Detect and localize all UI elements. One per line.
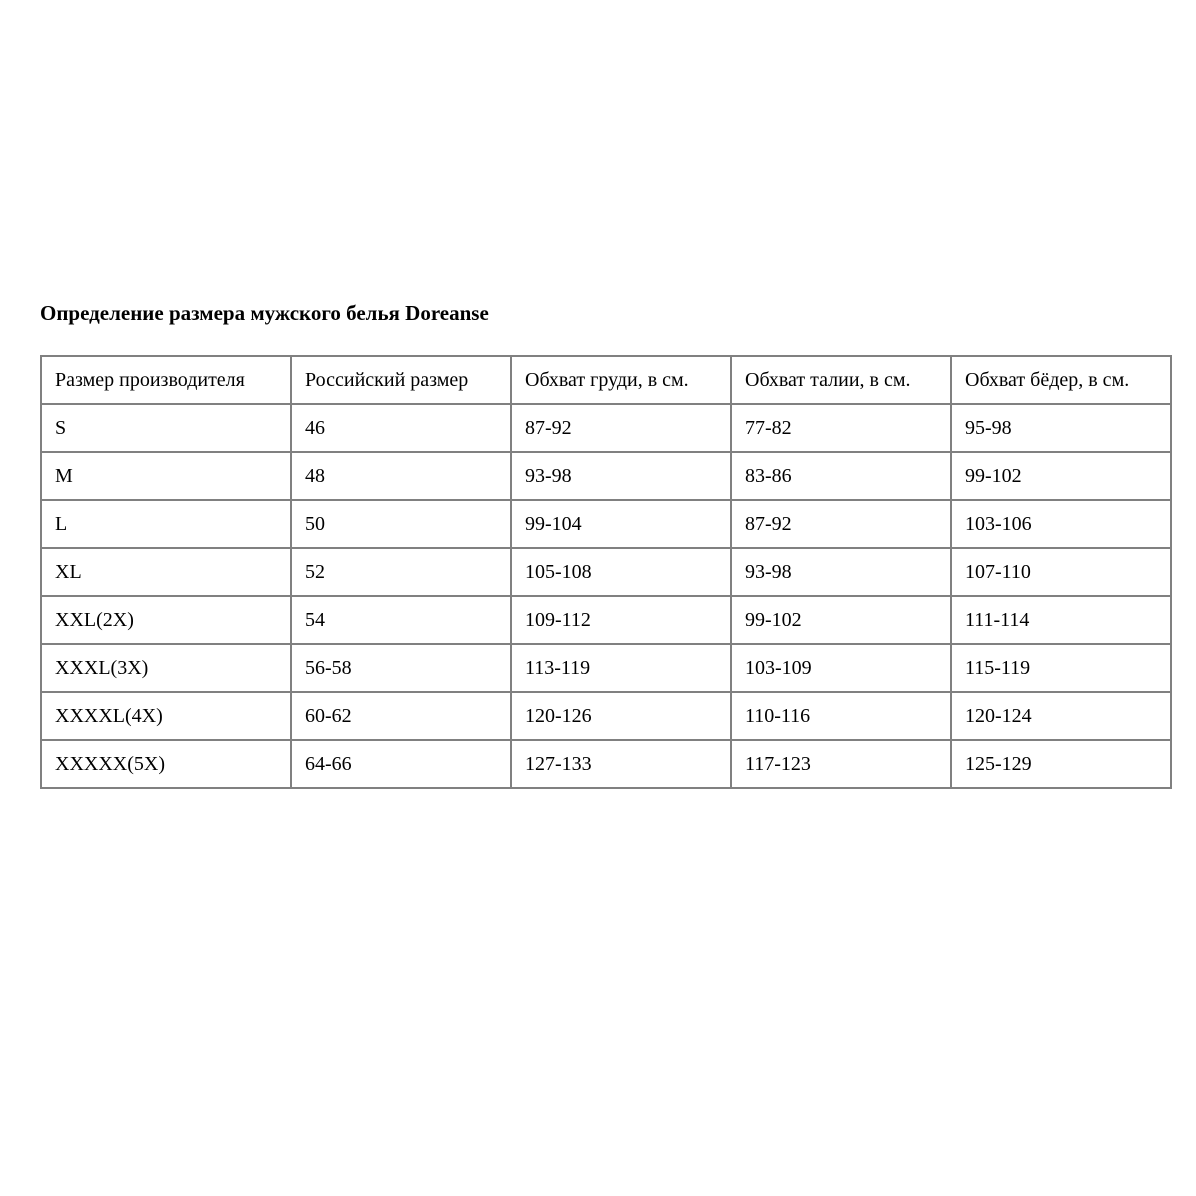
- table-row: [41, 596, 1171, 644]
- table-header-row: [41, 356, 1171, 404]
- table-cell: 113-119: [511, 644, 731, 692]
- table-cell: XXL(2X): [41, 596, 291, 644]
- table-cell: XXXXL(4X): [41, 692, 291, 740]
- header-manufacturer-size: Размер производителя: [41, 356, 291, 404]
- table-cell: XXXXX(5X): [41, 740, 291, 788]
- table-cell: 48: [291, 452, 511, 500]
- table-cell: 105-108: [511, 548, 731, 596]
- table-cell: 87-92: [511, 404, 731, 452]
- table-cell: 110-116: [731, 692, 951, 740]
- table-cell: 54: [291, 596, 511, 644]
- table-cell: 56-58: [291, 644, 511, 692]
- header-chest-girth: Обхват груди, в см.: [511, 356, 731, 404]
- table-row: [41, 740, 1171, 788]
- table-cell: 107-110: [951, 548, 1171, 596]
- table-cell: 87-92: [731, 500, 951, 548]
- table-cell: 117-123: [731, 740, 951, 788]
- table-cell: 52: [291, 548, 511, 596]
- header-waist-girth: Обхват талии, в см.: [731, 356, 951, 404]
- table-cell: L: [41, 500, 291, 548]
- table-cell: XL: [41, 548, 291, 596]
- table-cell: 103-106: [951, 500, 1171, 548]
- table-cell: 127-133: [511, 740, 731, 788]
- table-cell: 83-86: [731, 452, 951, 500]
- table-row: [41, 500, 1171, 548]
- table-row: [41, 692, 1171, 740]
- table-cell: S: [41, 404, 291, 452]
- table-cell: 103-109: [731, 644, 951, 692]
- table-cell: 77-82: [731, 404, 951, 452]
- table-cell: 99-102: [951, 452, 1171, 500]
- table-cell: 93-98: [511, 452, 731, 500]
- table-cell: 125-129: [951, 740, 1171, 788]
- table-cell: 120-126: [511, 692, 731, 740]
- table-cell: 111-114: [951, 596, 1171, 644]
- table-cell: 115-119: [951, 644, 1171, 692]
- table-cell: XXXL(3X): [41, 644, 291, 692]
- header-russian-size: Российский размер: [291, 356, 511, 404]
- table-cell: 50: [291, 500, 511, 548]
- table-cell: 60-62: [291, 692, 511, 740]
- table-row: [41, 644, 1171, 692]
- table-cell: 93-98: [731, 548, 951, 596]
- table-row: [41, 452, 1171, 500]
- table-cell: 99-104: [511, 500, 731, 548]
- size-chart-table: [40, 355, 1172, 789]
- table-cell: 99-102: [731, 596, 951, 644]
- table-cell: 95-98: [951, 404, 1171, 452]
- table-cell: 109-112: [511, 596, 731, 644]
- table-cell: M: [41, 452, 291, 500]
- page-title: Определение размера мужского белья Doreanse: [40, 301, 489, 325]
- table-cell: 46: [291, 404, 511, 452]
- table-row: [41, 548, 1171, 596]
- table-cell: 120-124: [951, 692, 1171, 740]
- table-cell: 64-66: [291, 740, 511, 788]
- table-row: [41, 404, 1171, 452]
- header-hip-girth: Обхват бёдер, в см.: [951, 356, 1171, 404]
